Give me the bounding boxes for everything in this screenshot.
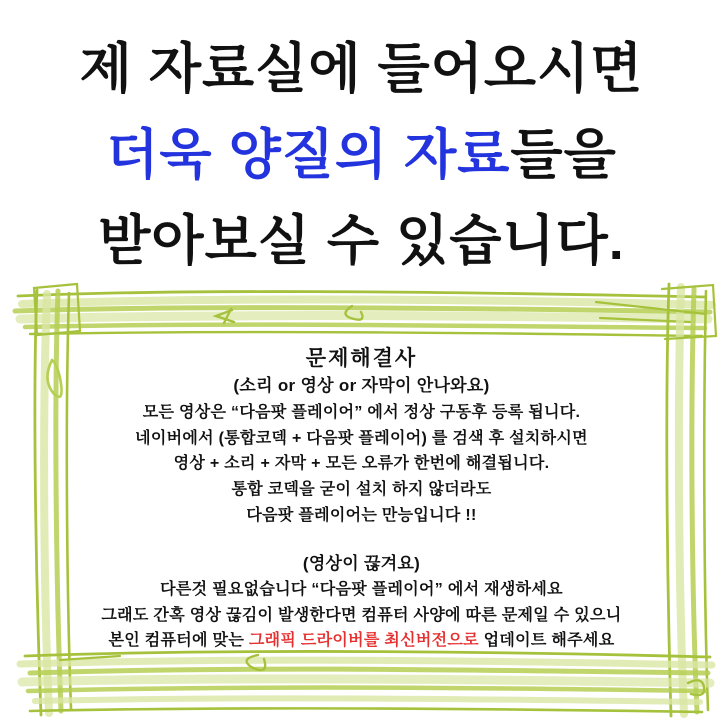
headline-line3-text: 받아보실 수 있습니다. xyxy=(98,211,625,271)
section1-red-line1-text: 통합 코덱을 굳이 설치 하지 않더라도 xyxy=(231,481,492,498)
box-title xyxy=(40,342,683,372)
section1-red-line1 xyxy=(40,476,683,499)
headline-line2 xyxy=(0,112,723,189)
section1-red-line2-text: 다음팟 플레이어는 만능입니다 !! xyxy=(246,507,477,524)
section1-line2-text: 네이버에서 (통합코덱 + 다음팟 플레이어) 를 검색 후 설치하시면 xyxy=(135,430,588,447)
section1-heading-text: (소리 or 영상 or 자막이 안나와요) xyxy=(233,376,490,395)
section2-line3 xyxy=(40,627,683,650)
section1-heading xyxy=(40,371,683,396)
section1-line1 xyxy=(40,399,683,422)
section2-line2-text: 그래도 간혹 영상 끊김이 발생한다면 컴퓨터 사양에 따른 문제일 수 있으니 xyxy=(101,607,622,624)
section2-line3-start: 본인 컴퓨터에 맞는 xyxy=(108,632,249,649)
section1-red-line2 xyxy=(40,502,683,525)
section2-heading xyxy=(40,549,683,574)
headline-line1 xyxy=(0,26,723,103)
section2-heading-text: (영상이 끊겨요) xyxy=(302,554,421,573)
section2-line3-highlight: 그래픽 드라이버를 최신버전으로 xyxy=(248,632,479,649)
headline-line2-highlight: 더욱 양질의 자료 xyxy=(106,125,511,185)
section1-line2 xyxy=(40,425,683,448)
headline-line1-text: 제 자료실에 들어오시면 xyxy=(79,39,644,99)
section1-line1-text: 모든 영상은 “다음팟 플레이어” 에서 정상 구동후 등록 됩니다. xyxy=(142,404,581,421)
section1-line3-text: 영상 + 소리 + 자막 + 모든 오류가 한번에 해결됩니다. xyxy=(173,455,550,472)
headline-line3 xyxy=(0,198,723,275)
headline-line2-suffix: 들을 xyxy=(510,125,617,185)
section2-line1 xyxy=(40,576,683,599)
box-title-text: 문제해결사 xyxy=(305,347,418,370)
section1-line3 xyxy=(40,450,683,473)
section2-line2 xyxy=(40,602,683,625)
section2-line3-end: 업데이트 해주세요 xyxy=(478,632,615,649)
section2-line1-text: 다른것 필요없습니다 “다음팟 플레이어” 에서 재생하세요 xyxy=(160,581,563,598)
